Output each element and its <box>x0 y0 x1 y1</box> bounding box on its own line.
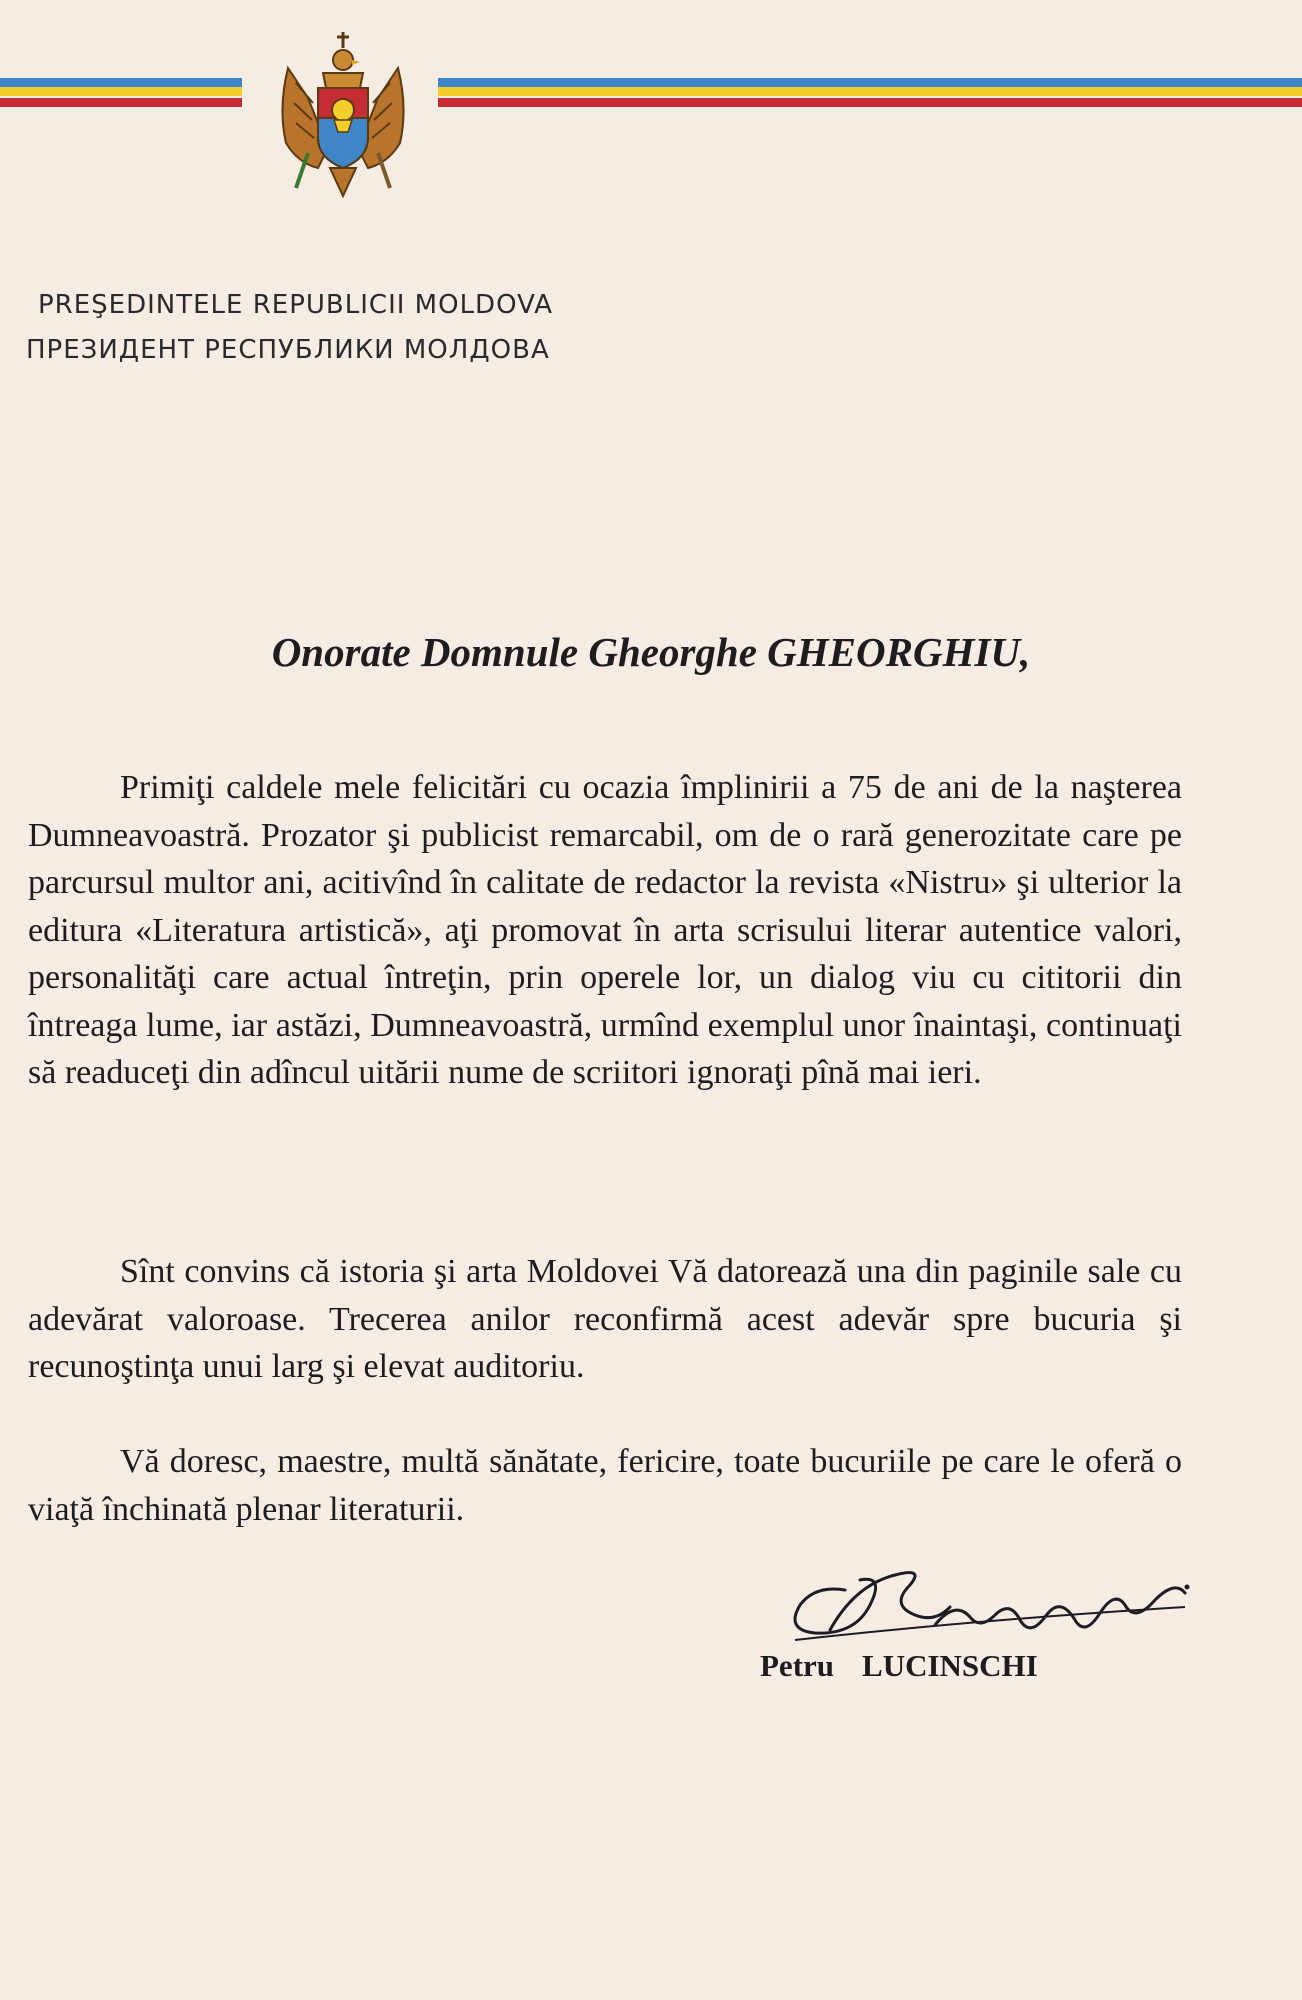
letter-paragraph-1: Primiţi caldele mele felicitări cu ocazia împlinirii a 75 de ani de la naşterea Dumneavoastră. Prozator şi publicist remarcabil, om de o rară generozitate care pe parcursul multor ani, acitivînd în calitate de redactor la revista «Nistru» şi ulterior la editura «Literatura artistică», aţi promovat în arta scrisului literar autentice valori, personalităţi care actual întreţin, prin operele lor, un dialog viu cu cititorii din întreaga lume, iar astăzi, Dumneavoastră, urmînd exemplul unor înaintaşi, continuaţi să readuceţi din adîncul uitării nume de scriitori ignoraţi pînă mai ieri. <box>28 769 1182 1091</box>
letter-paragraph-3: Vă doresc, maestre, multă sănătate, fericire, toate bucuriile pe care le oferă o viaţă închinată plenar literaturii. <box>28 1443 1182 1528</box>
signer-last-name: LUCINSCHI <box>862 1648 1038 1683</box>
signer-name <box>760 1648 1038 1684</box>
letter-paragraph-2: Sînt convins că istoria şi arta Moldovei Vă datorează una din paginile sale cu adevărat valoroase. Trecerea anilor reconfirmă acest adevăr spre bucuria şi recunoştinţa unui larg şi elevat auditoriu. <box>28 1253 1182 1385</box>
flag-stripe-right <box>438 78 1302 108</box>
letterhead-title-ro: PREŞEDINTELE REPUBLICII MOLDOVA <box>38 290 553 320</box>
signer-first-name: Petru <box>760 1648 835 1683</box>
letterhead-title-ru: ПРЕЗИДЕНТ РЕСПУБЛИКИ МОЛДОВА <box>26 335 550 365</box>
salutation: Onorate Domnule Gheorghe GHEORGHIU, <box>271 629 1031 675</box>
flag-stripe-left <box>0 78 242 108</box>
moldova-coat-of-arms-icon <box>268 28 418 198</box>
